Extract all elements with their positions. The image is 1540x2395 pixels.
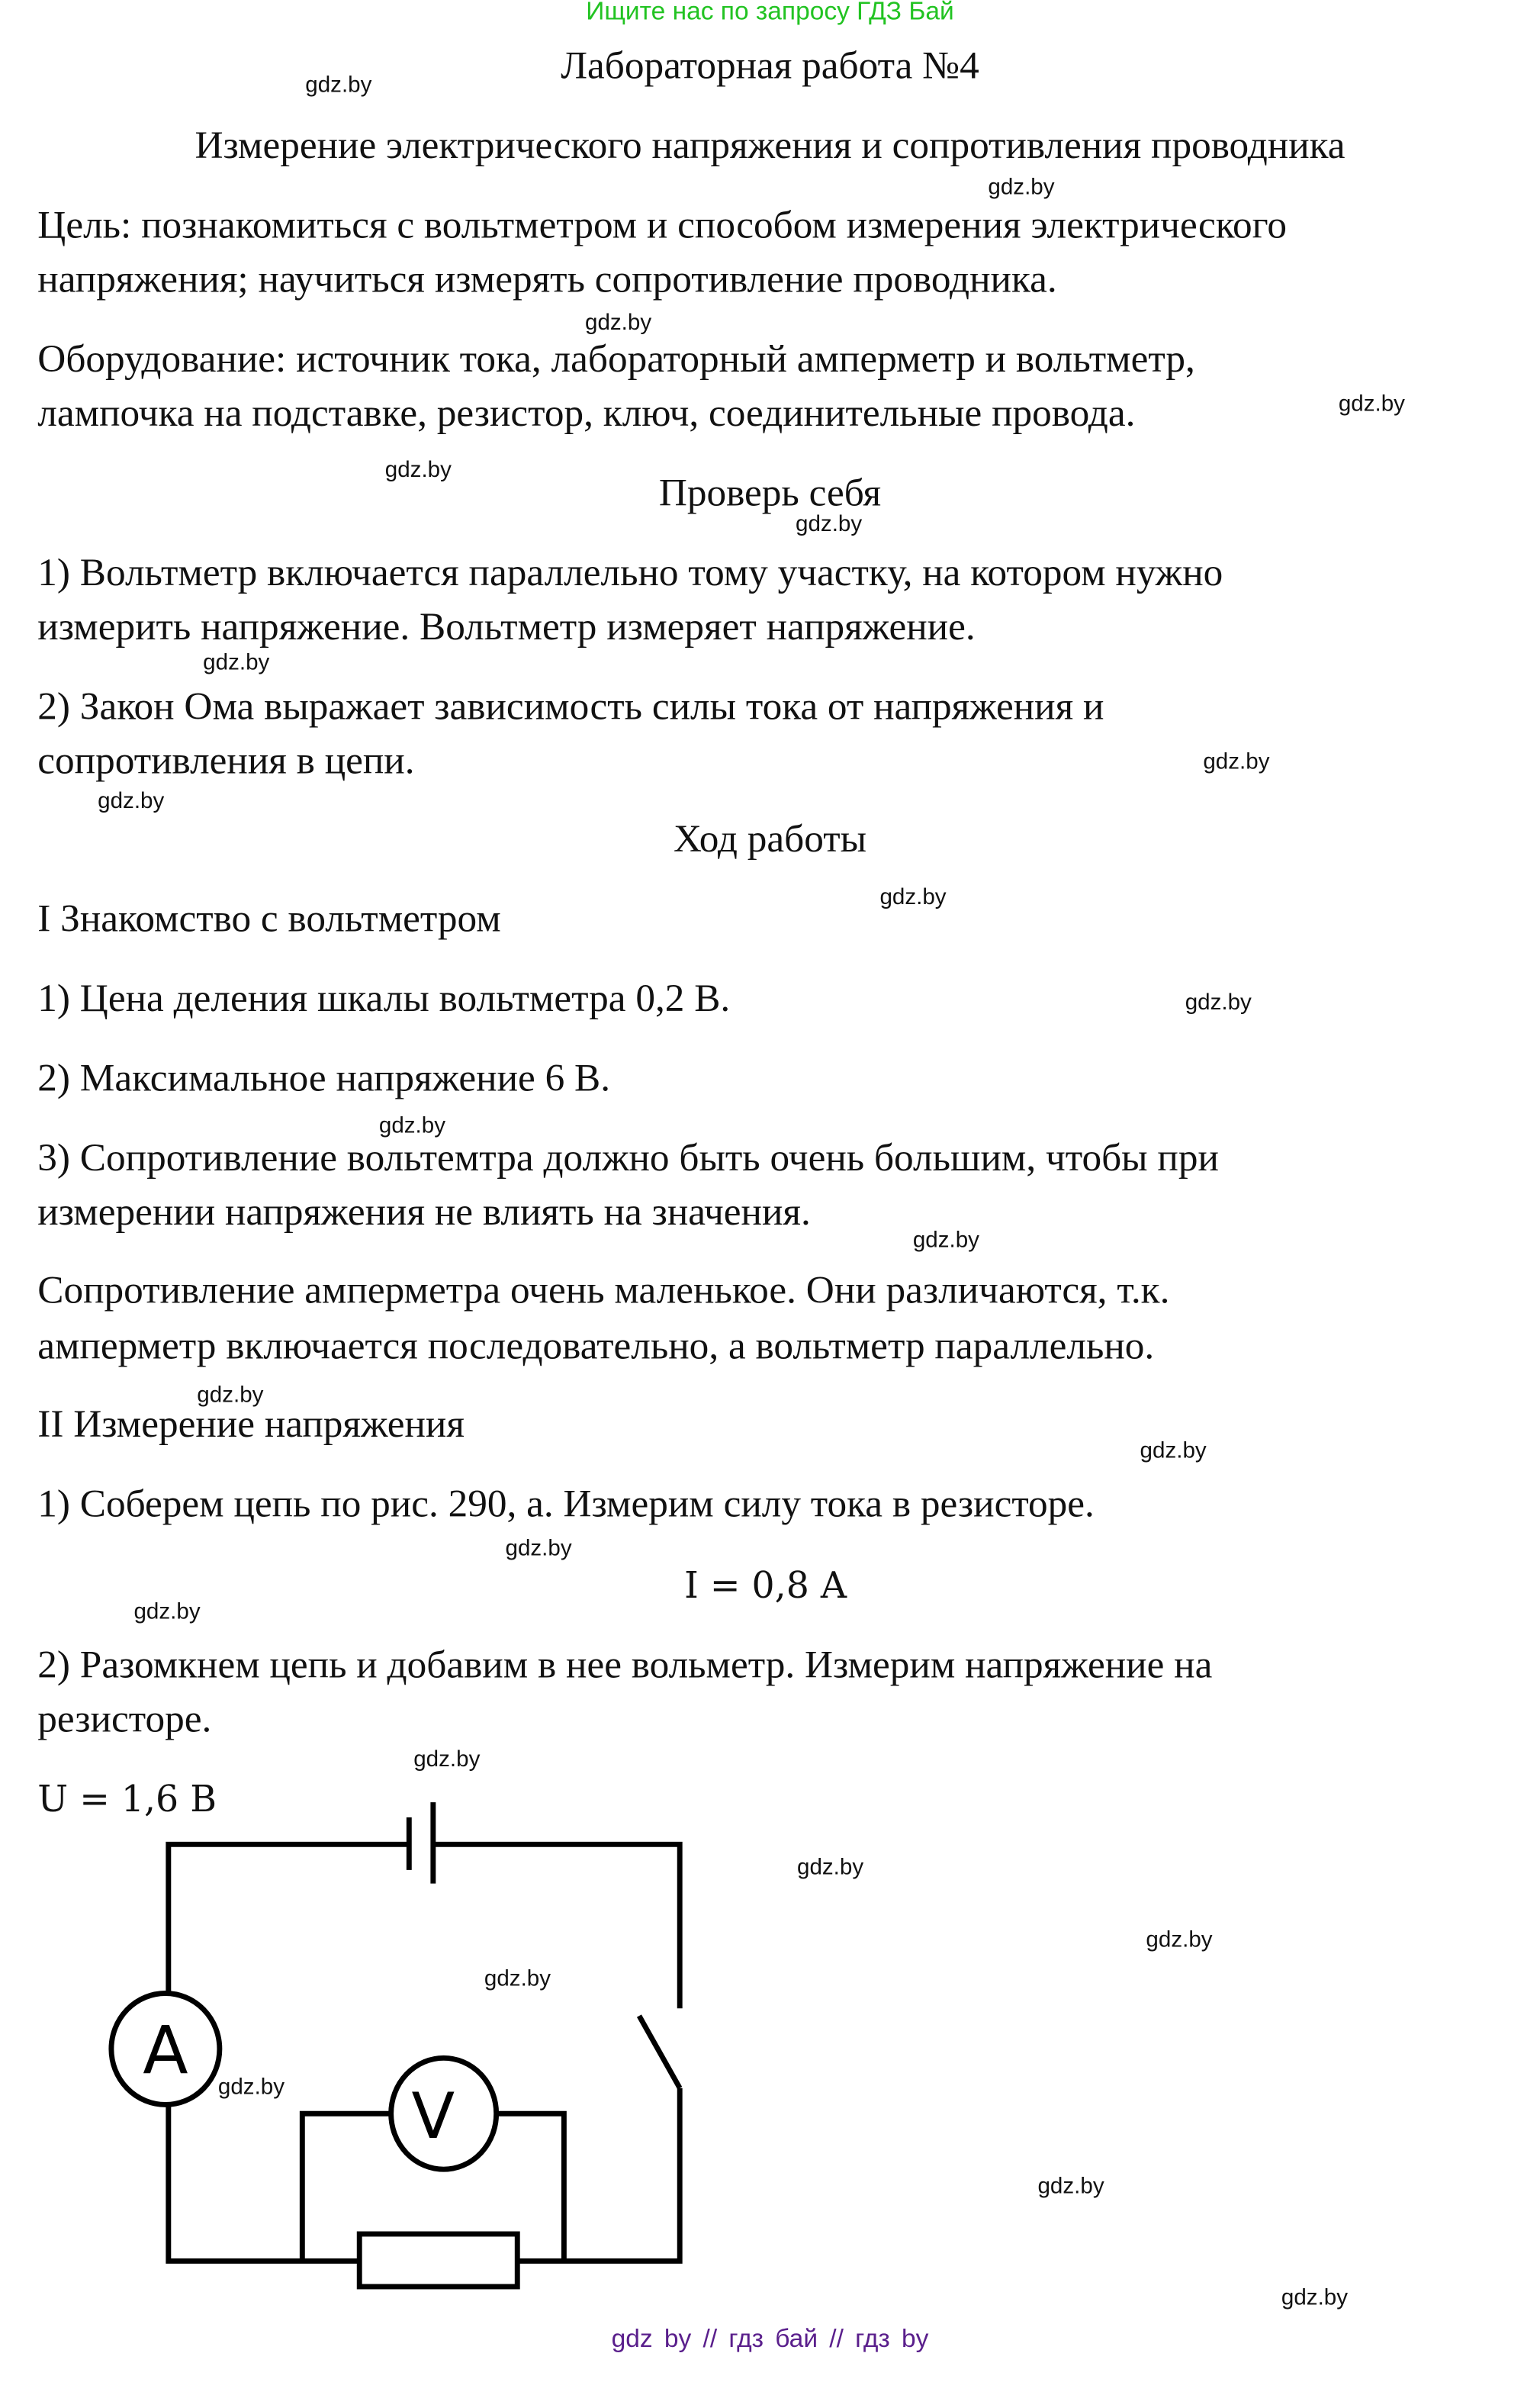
part1-line: 1) Цена деления шкалы вольтметра 0,2 В. <box>37 976 731 1020</box>
current-formula: I = 0,8 A <box>684 1564 847 1607</box>
watermark: gdz.by <box>988 174 1055 201</box>
check-heading: Проверь себя <box>658 471 882 515</box>
watermark: gdz.by <box>1338 391 1405 417</box>
watermark: gdz.by <box>1281 2285 1349 2311</box>
goal-line: Цель: познакомиться с вольтметром и способом измерения электрического <box>37 203 1288 247</box>
switch-lever <box>639 2016 680 2088</box>
watermark: gdz.by <box>413 1746 481 1772</box>
voltmeter-label: V <box>411 2078 455 2153</box>
part1-heading: I Знакомство с вольтметром <box>37 897 501 941</box>
equipment-line: лампочка на подставке, резистор, ключ, соединительные провода. <box>37 391 1136 435</box>
resistor <box>359 2234 517 2287</box>
part2-line: 2) Разомкнем цепь и добавим в нее вольметр. Измерим напряжение на <box>37 1643 1213 1687</box>
watermark: gdz.by <box>378 1113 446 1139</box>
watermark: gdz.by <box>879 884 947 910</box>
watermark: gdz.by <box>1037 2174 1104 2200</box>
watermark: gdz.by <box>384 457 452 483</box>
work-heading: Ход работы <box>673 816 867 861</box>
part2-line: 1) Соберем цепь по рис. 290, а. Измерим силу тока в резисторе. <box>37 1482 1095 1526</box>
watermark: gdz.by <box>217 2074 285 2100</box>
check-line: 1) Вольтметр включается параллельно тому участку, на котором нужно <box>37 550 1223 594</box>
watermark: gdz.by <box>912 1227 979 1254</box>
ammeter-label: A <box>143 2012 188 2090</box>
watermark: gdz.by <box>1146 1927 1213 1953</box>
part1-line: Сопротивление амперметра очень маленькое. Они различаются, т.к. <box>37 1268 1170 1312</box>
part1-line: измерении напряжения не влиять на значения. <box>37 1189 811 1234</box>
part1-line: амперметр включается последовательно, а вольтметр параллельно. <box>37 1324 1155 1368</box>
goal-line: напряжения; научиться измерять сопротивление проводника. <box>37 257 1057 301</box>
watermark: gdz.by <box>484 1966 551 1992</box>
footer-links[interactable]: gdz by // гдз бай // гдз by <box>611 2324 929 2353</box>
part2-line: резисторе. <box>37 1697 212 1741</box>
watermark: gdz.by <box>797 1855 864 1881</box>
search-promo-text[interactable]: Ищите нас по запросу ГДЗ Бай <box>586 0 954 26</box>
watermark: gdz.by <box>133 1598 201 1625</box>
check-line: 2) Закон Ома выражает зависимость силы тока от напряжения и <box>37 684 1104 729</box>
watermark: gdz.by <box>98 788 165 814</box>
watermark: gdz.by <box>796 511 863 537</box>
watermark: gdz.by <box>1140 1437 1207 1464</box>
watermark: gdz.by <box>1185 990 1252 1016</box>
part1-line: 2) Максимальное напряжение 6 В. <box>37 1056 611 1100</box>
equipment-line: Оборудование: источник тока, лабораторный амперметр и вольтметр, <box>37 336 1195 381</box>
page-title: Лабораторная работа №4 <box>561 43 979 88</box>
check-line: сопротивления в цепи. <box>37 739 415 783</box>
part2-heading: II Измерение напряжения <box>37 1402 465 1446</box>
watermark: gdz.by <box>505 1536 572 1562</box>
check-line: измерить напряжение. Вольтметр измеряет напряжение. <box>37 604 976 649</box>
voltage-formula: U = 1,6 B <box>37 1778 217 1820</box>
watermark: gdz.by <box>203 649 270 676</box>
watermark: gdz.by <box>1203 748 1270 775</box>
watermark: gdz.by <box>197 1382 264 1408</box>
watermark: gdz.by <box>305 72 372 98</box>
watermark: gdz.by <box>584 310 652 336</box>
wire <box>169 1844 680 2261</box>
page-subtitle: Измерение электрического напряжения и сопротивления проводника <box>195 123 1345 167</box>
part1-line: 3) Сопротивление вольтемтра должно быть очень большим, чтобы при <box>37 1135 1219 1180</box>
